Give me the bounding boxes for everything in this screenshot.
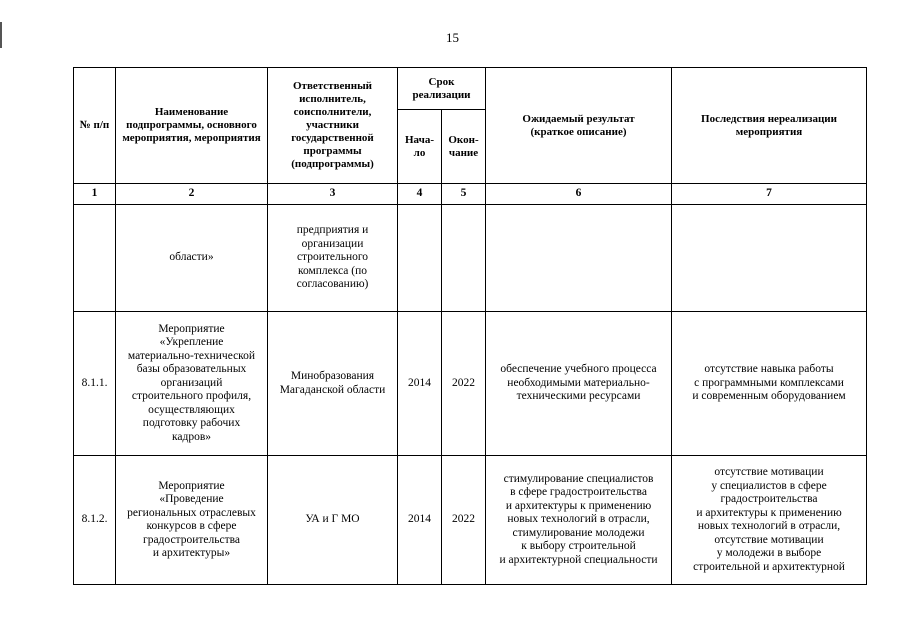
row-start: 2014 xyxy=(398,312,442,456)
row-name: Мероприятие «Укрепление материально-технической базы образовательных организаций строительного профиля, осуществляющих подготовку рабочих кадров» xyxy=(116,312,268,456)
row-responsible: УА и Г МО xyxy=(268,456,398,585)
header-num: № п/п xyxy=(74,68,116,184)
row-num: 8.1.2. xyxy=(74,456,116,585)
row-responsible: предприятия и организации строительного комплекса (по согласованию) xyxy=(268,205,398,312)
column-number: 5 xyxy=(442,184,486,205)
column-number: 2 xyxy=(116,184,268,205)
row-result: стимулирование специалистов в сфере градостроительства и архитектуры к применению новых технологий в отрасли, стимулирование молодежи к выбору строительной и архитектурной специальности xyxy=(486,456,672,585)
header-start: Нача- ло xyxy=(398,110,442,184)
table-row xyxy=(74,205,867,312)
row-end xyxy=(442,205,486,312)
program-table xyxy=(73,67,867,585)
header-responsible: Ответственный исполнитель, соисполнители, участники государственной программы (подпрограммы) xyxy=(268,68,398,184)
row-name: области» xyxy=(116,205,268,312)
table-row xyxy=(74,312,867,456)
page-number: 15 xyxy=(446,30,459,45)
row-end: 2022 xyxy=(442,312,486,456)
row-num: 8.1.1. xyxy=(74,312,116,456)
row-responsible: Минобразования Магаданской области xyxy=(268,312,398,456)
column-number-row xyxy=(74,184,867,205)
row-name: Мероприятие «Проведение региональных отраслевых конкурсов в сфере градостроительства и архитектуры» xyxy=(116,456,268,585)
header-name: Наименование подпрограммы, основного мероприятия, мероприятия xyxy=(116,68,268,184)
table-row xyxy=(74,456,867,585)
column-number: 4 xyxy=(398,184,442,205)
row-consequences: отсутствие навыка работы с программными комплексами и современным оборудованием xyxy=(672,312,867,456)
header-end: Окон- чание xyxy=(442,110,486,184)
column-number: 7 xyxy=(672,184,867,205)
header-result: Ожидаемый результат (краткое описание) xyxy=(486,68,672,184)
row-result: обеспечение учебного процесса необходимыми материально- техническими ресурсами xyxy=(486,312,672,456)
row-end: 2022 xyxy=(442,456,486,585)
header-consequences: Последствия нереализации мероприятия xyxy=(672,68,867,184)
row-num xyxy=(74,205,116,312)
row-start: 2014 xyxy=(398,456,442,585)
row-consequences: отсутствие мотивации у специалистов в сфере градостроительства и архитектуры к применению новых технологий в отрасли, отсутствие мотивации у молодежи в выборе строительной и архитектурной xyxy=(672,456,867,585)
row-start xyxy=(398,205,442,312)
column-number: 6 xyxy=(486,184,672,205)
header-term: Срок реализации xyxy=(398,68,486,110)
column-number: 3 xyxy=(268,184,398,205)
column-number: 1 xyxy=(74,184,116,205)
row-consequences xyxy=(672,205,867,312)
row-result xyxy=(486,205,672,312)
